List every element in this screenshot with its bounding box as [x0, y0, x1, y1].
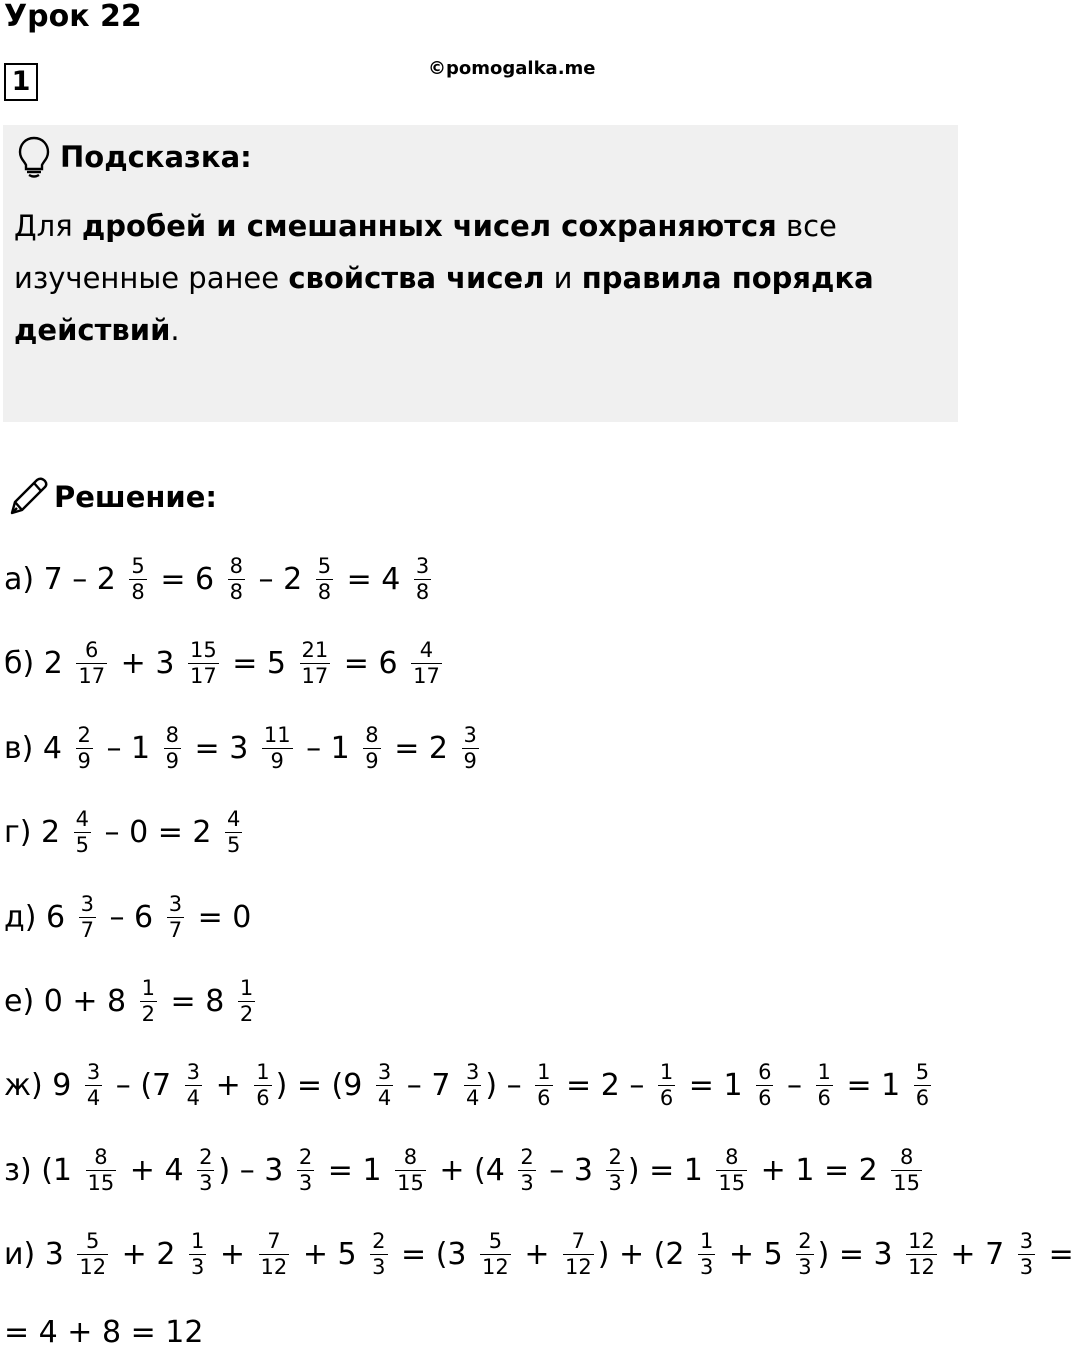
denominator: 12 — [565, 1254, 592, 1279]
hint-bold-segment: свойства чисел — [288, 261, 545, 295]
denominator: 17 — [189, 663, 217, 688]
hint-text-segment: все изученные ранее — [14, 209, 837, 295]
expression-text: + 7 — [940, 1236, 1014, 1272]
denominator: 17 — [413, 663, 440, 688]
denominator: 6 — [758, 1085, 772, 1110]
expression-text: з) (1 — [4, 1152, 82, 1188]
expression-text: = 6 — [150, 561, 224, 597]
solution-line-g — [4, 800, 246, 864]
fraction — [259, 1229, 290, 1280]
numerator: 3 — [463, 722, 477, 747]
expression-text: = 4 — [337, 561, 410, 597]
expression-text: е) 0 + 8 — [4, 983, 136, 1019]
expression-text: = 2 – — [556, 1067, 654, 1103]
denominator: 12 — [260, 1254, 288, 1279]
fraction — [698, 1229, 715, 1280]
fraction — [185, 1060, 202, 1111]
denominator: 3 — [520, 1170, 534, 1195]
numerator: 5 — [131, 553, 145, 578]
numerator: 1 — [190, 1228, 205, 1253]
expression-text: = 0 — [188, 899, 252, 935]
denominator: 6 — [256, 1085, 270, 1110]
expression-text: а) 7 – 2 — [4, 561, 126, 597]
fraction — [140, 976, 157, 1027]
denominator: 6 — [817, 1085, 831, 1110]
fraction — [300, 638, 331, 689]
fraction — [254, 1060, 271, 1111]
denominator: 8 — [229, 579, 243, 604]
fraction — [796, 1229, 813, 1280]
fraction — [76, 723, 93, 774]
fraction — [1018, 1229, 1035, 1280]
denominator: 3 — [298, 1170, 313, 1195]
solution-line-i — [4, 1222, 1074, 1286]
fraction — [658, 1060, 675, 1111]
solution-line-d — [4, 885, 251, 949]
denominator: 4 — [86, 1085, 101, 1110]
numerator: 2 — [372, 1228, 386, 1253]
numerator: 1 — [659, 1059, 674, 1084]
fraction — [464, 1060, 481, 1111]
numerator: 6 — [85, 637, 99, 662]
fraction — [86, 1145, 117, 1196]
numerator: 3 — [168, 891, 183, 916]
numerator: 2 — [520, 1144, 534, 1169]
numerator: 3 — [186, 1059, 201, 1084]
expression-text: + (4 — [429, 1152, 515, 1188]
fraction — [262, 723, 293, 774]
denominator: 9 — [77, 748, 91, 773]
numerator: 4 — [227, 806, 241, 831]
denominator: 12 — [79, 1254, 107, 1279]
solution-line-i2 — [4, 1300, 203, 1364]
fraction — [891, 1145, 922, 1196]
lesson-title: Урок 22 — [4, 0, 142, 34]
watermark: ©pomogalka.me — [428, 58, 596, 79]
denominator: 3 — [1019, 1254, 1034, 1279]
fraction — [716, 1145, 747, 1196]
solution-line-v — [4, 716, 483, 780]
numerator: 2 — [608, 1144, 622, 1169]
expression-text: + 5 — [719, 1236, 793, 1272]
fraction — [414, 554, 431, 605]
expression-text: + 3 — [111, 645, 184, 681]
numerator: 4 — [75, 806, 89, 831]
denominator: 4 — [465, 1085, 480, 1110]
expression-text: г) 2 — [4, 814, 70, 850]
denominator: 5 — [75, 832, 89, 857]
numerator: 1 — [537, 1059, 551, 1084]
denominator: 8 — [317, 579, 332, 604]
denominator: 17 — [301, 663, 329, 688]
numerator: 5 — [317, 553, 332, 578]
numerator: 2 — [199, 1144, 213, 1169]
fraction — [914, 1060, 931, 1111]
numerator: 8 — [365, 722, 379, 747]
expression-text: ж) 9 — [4, 1067, 81, 1103]
expression-text: – 1 — [296, 730, 360, 766]
expression-text: – (7 — [106, 1067, 181, 1103]
numerator: 1 — [141, 975, 155, 1000]
denominator: 12 — [908, 1254, 935, 1279]
fraction — [188, 638, 219, 689]
numerator: 7 — [571, 1228, 586, 1253]
numerator: 8 — [403, 1144, 418, 1169]
hint-text-segment: . — [170, 313, 180, 347]
expression-text: ) = 3 — [817, 1236, 903, 1272]
denominator: 6 — [915, 1085, 930, 1110]
numerator: 21 — [301, 637, 329, 662]
expression-text: = 5 — [222, 645, 296, 681]
fraction — [79, 892, 96, 943]
fraction — [462, 723, 479, 774]
expression-text: ) – — [485, 1067, 532, 1103]
expression-text: + 4 — [120, 1152, 194, 1188]
numerator: 5 — [488, 1228, 503, 1253]
numerator: 8 — [165, 722, 179, 747]
solution-line-e — [4, 969, 259, 1033]
solution-header — [6, 474, 217, 520]
task-number-box: 1 — [4, 63, 38, 101]
numerator: 15 — [189, 637, 217, 662]
hint-header — [18, 134, 252, 180]
fraction — [363, 723, 380, 774]
expression-text: = 6 — [334, 645, 408, 681]
fraction — [74, 807, 91, 858]
numerator: 8 — [94, 1144, 108, 1169]
fraction — [225, 807, 242, 858]
expression-text: = (3 — [391, 1236, 477, 1272]
numerator: 8 — [229, 553, 243, 578]
fraction — [606, 1145, 623, 1196]
denominator: 6 — [659, 1085, 674, 1110]
numerator: 12 — [908, 1228, 935, 1253]
denominator: 3 — [608, 1170, 622, 1195]
fraction — [197, 1145, 214, 1196]
hint-bold-segment: правила порядка действий — [14, 261, 874, 347]
expression-text: – 2 — [249, 561, 312, 597]
denominator: 3 — [199, 1170, 213, 1195]
denominator: 4 — [377, 1085, 392, 1110]
denominator: 15 — [893, 1170, 920, 1195]
expression-text: = 1 — [679, 1067, 753, 1103]
expression-text: ) = (9 — [275, 1067, 372, 1103]
solution-line-z — [4, 1138, 926, 1202]
fraction — [395, 1145, 426, 1196]
numerator: 2 — [77, 722, 91, 747]
denominator: 17 — [78, 663, 106, 688]
fraction — [480, 1229, 511, 1280]
numerator: 3 — [86, 1059, 101, 1084]
numerator: 5 — [86, 1228, 100, 1253]
denominator: 8 — [131, 579, 145, 604]
denominator: 7 — [168, 917, 183, 942]
numerator: 2 — [298, 1144, 313, 1169]
denominator: 3 — [798, 1254, 812, 1279]
numerator: 1 — [817, 1059, 831, 1084]
numerator: 4 — [419, 637, 434, 662]
numerator: 8 — [899, 1144, 914, 1169]
denominator: 3 — [699, 1254, 714, 1279]
fraction — [906, 1229, 937, 1280]
denominator: 7 — [80, 917, 94, 942]
numerator: 8 — [725, 1144, 739, 1169]
solution-line-b — [4, 631, 446, 695]
denominator: 9 — [463, 748, 477, 773]
denominator: 8 — [415, 579, 430, 604]
expression-text: + — [514, 1236, 559, 1272]
denominator: 15 — [718, 1170, 746, 1195]
expression-text: – 1 — [96, 730, 160, 766]
expression-text: – — [777, 1067, 812, 1103]
expression-text: + — [210, 1236, 255, 1272]
expression-text: – 0 = 2 — [95, 814, 221, 850]
expression-text: + 1 = 2 — [751, 1152, 888, 1188]
expression-text: = 3 — [185, 730, 258, 766]
numerator: 3 — [80, 891, 94, 916]
expression-text: в) 4 — [4, 730, 72, 766]
lightbulb-icon — [18, 136, 50, 178]
numerator: 11 — [263, 722, 291, 747]
fraction — [316, 554, 333, 605]
fraction — [816, 1060, 833, 1111]
denominator: 9 — [365, 748, 379, 773]
numerator: 3 — [465, 1059, 480, 1084]
fraction — [535, 1060, 552, 1111]
expression-text: ) – 3 — [218, 1152, 293, 1188]
fraction — [370, 1229, 387, 1280]
numerator: 3 — [1019, 1228, 1034, 1253]
expression-text: и) 3 — [4, 1236, 74, 1272]
numerator: 3 — [415, 553, 430, 578]
hint-label: Подсказка: — [60, 140, 252, 174]
fraction — [297, 1145, 314, 1196]
fraction — [756, 1060, 773, 1111]
expression-text: = 1 — [836, 1067, 910, 1103]
numerator: 1 — [256, 1059, 270, 1084]
hint-text — [14, 200, 934, 356]
expression-text: + 5 — [293, 1236, 367, 1272]
expression-text: – 7 — [397, 1067, 460, 1103]
hint-text-segment: и — [544, 261, 582, 295]
fraction — [85, 1060, 102, 1111]
expression-text: + 2 — [112, 1236, 185, 1272]
denominator: 4 — [186, 1085, 201, 1110]
fraction — [376, 1060, 393, 1111]
expression-text: – 6 — [99, 899, 163, 935]
solution-line-zh — [4, 1053, 935, 1117]
denominator: 9 — [270, 748, 284, 773]
denominator: 6 — [537, 1085, 551, 1110]
fraction — [238, 976, 255, 1027]
hint-bold-segment: дробей и смешанных чисел сохраняются — [81, 209, 777, 243]
expression-text: = — [1039, 1236, 1074, 1272]
denominator: 12 — [482, 1254, 509, 1279]
solution-line-a — [4, 547, 435, 611]
denominator: 15 — [87, 1170, 115, 1195]
expression-text: ) = 1 — [627, 1152, 713, 1188]
expression-text: + — [206, 1067, 251, 1103]
numerator: 7 — [267, 1228, 281, 1253]
numerator: 1 — [239, 975, 254, 1000]
fraction — [189, 1229, 206, 1280]
expression-text: ) + (2 — [597, 1236, 694, 1272]
denominator: 3 — [190, 1254, 205, 1279]
fraction — [411, 638, 442, 689]
expression-text: б) 2 — [4, 645, 73, 681]
expression-text: – 3 — [539, 1152, 603, 1188]
fraction — [518, 1145, 535, 1196]
fraction — [77, 1229, 108, 1280]
expression-text: = 2 — [384, 730, 458, 766]
numerator: 6 — [758, 1059, 772, 1084]
fraction — [164, 723, 181, 774]
fraction — [228, 554, 245, 605]
numerator: 1 — [699, 1228, 714, 1253]
solution-label: Решение: — [54, 480, 218, 514]
fraction — [129, 554, 146, 605]
numerator: 2 — [798, 1228, 812, 1253]
fraction — [167, 892, 184, 943]
denominator: 3 — [372, 1254, 386, 1279]
hint-text-segment: Для — [14, 209, 82, 243]
numerator: 3 — [377, 1059, 392, 1084]
fraction — [76, 638, 107, 689]
numerator: 5 — [915, 1059, 930, 1084]
expression-text: = 1 — [318, 1152, 392, 1188]
expression-text: д) 6 — [4, 899, 75, 935]
denominator: 15 — [397, 1170, 424, 1195]
fraction — [563, 1229, 594, 1280]
pencil-icon — [6, 475, 50, 519]
denominator: 5 — [227, 832, 241, 857]
denominator: 9 — [165, 748, 179, 773]
denominator: 2 — [239, 1001, 254, 1026]
expression-text: = 8 — [161, 983, 234, 1019]
denominator: 2 — [141, 1001, 155, 1026]
expression-text: = 4 + 8 = 12 — [4, 1314, 204, 1350]
